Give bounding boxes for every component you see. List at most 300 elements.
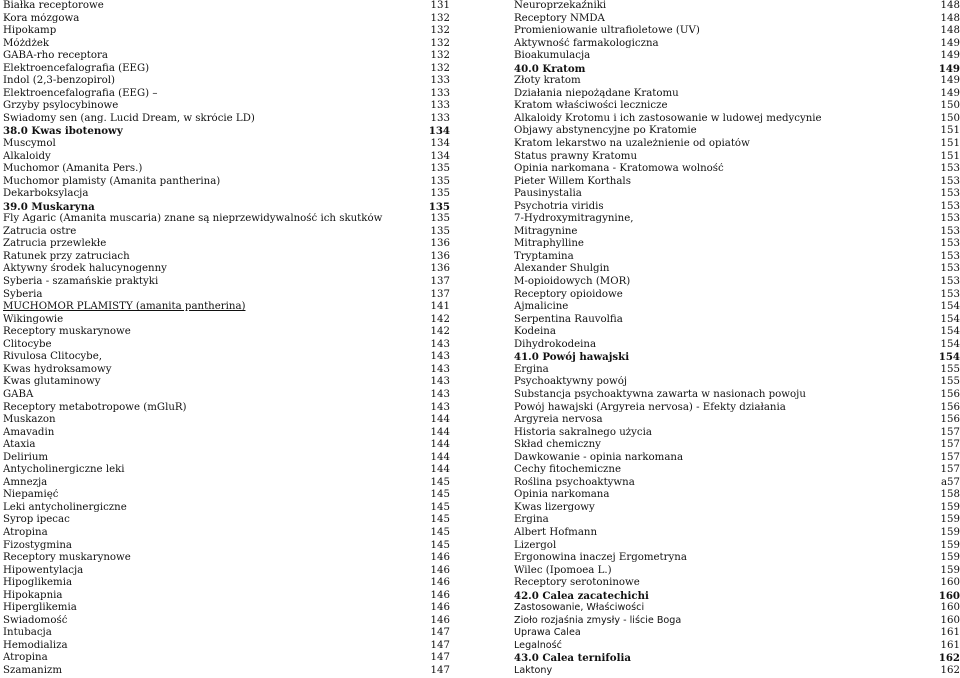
toc-entry[interactable]: [514, 88, 960, 101]
toc-entry-title: Atropina: [3, 652, 48, 664]
toc-entry-page: 153: [940, 175, 960, 187]
toc-entry[interactable]: [514, 464, 960, 477]
toc-entry[interactable]: [514, 552, 960, 565]
toc-entry[interactable]: [514, 339, 960, 352]
toc-entry[interactable]: [3, 502, 450, 515]
toc-entry-page: 148: [940, 12, 960, 24]
toc-entry[interactable]: [514, 590, 960, 603]
toc-entry-page: 134: [428, 125, 450, 138]
toc-entry-title: Dekarboksylacja: [3, 188, 89, 200]
toc-entry[interactable]: [514, 615, 960, 628]
toc-entry[interactable]: [3, 439, 450, 452]
toc-entry-page: 133: [430, 87, 450, 99]
toc-entry[interactable]: [3, 640, 450, 653]
toc-entry-page: 149: [940, 37, 960, 49]
toc-entry[interactable]: [514, 151, 960, 164]
toc-entry-title: Dihydrokodeina: [514, 338, 597, 350]
toc-entry-title: Syberia - szamańskie praktyki: [3, 276, 159, 288]
toc-entry-title: Świadomy sen (ang. Lucid Dream, w skrócie LD): [3, 112, 255, 124]
toc-entry[interactable]: [3, 38, 450, 51]
toc-left-column: [3, 0, 450, 678]
toc-entry-page: 156: [940, 401, 960, 413]
toc-entry-page: 144: [430, 414, 450, 426]
toc-entry-page: 144: [430, 426, 450, 438]
toc-entry-title: Atropina: [3, 526, 48, 538]
toc-entry-title: Substancja psychoaktywna zawarta w nasionach powoju: [514, 388, 806, 400]
toc-entry-title: Świadomość: [3, 614, 68, 626]
toc-entry-page: 154: [938, 351, 960, 364]
toc-entry[interactable]: [514, 402, 960, 415]
toc-entry-title: Promieniowanie ultrafioletowe (UV): [514, 25, 700, 37]
toc-entry-page: 145: [430, 489, 450, 501]
toc-entry-title: Dawkowanie - opinia narkomana: [514, 451, 684, 463]
toc-entry[interactable]: [3, 577, 450, 590]
toc-entry-page: 132: [430, 25, 450, 37]
toc-entry-title: Argyreia nervosa: [514, 414, 603, 426]
toc-entry[interactable]: [514, 489, 960, 502]
toc-entry[interactable]: [3, 188, 450, 201]
toc-entry-page: 147: [430, 627, 450, 639]
toc-entry-page: 143: [430, 376, 450, 388]
toc-entry-page: 143: [430, 351, 450, 363]
toc-entry-title: Kwas hydroksamowy: [3, 363, 112, 375]
toc-entry-page: 134: [430, 138, 450, 150]
toc-entry-title: Szamanizm: [3, 664, 63, 676]
toc-entry-title: 42.0 Calea zacatechichi: [514, 589, 649, 602]
toc-entry-page: 148: [940, 0, 960, 11]
toc-entry[interactable]: [514, 527, 960, 540]
toc-entry[interactable]: [514, 326, 960, 339]
toc-entry[interactable]: [3, 452, 450, 465]
toc-entry-title: Pieter Willem Korthals: [514, 175, 631, 187]
toc-entry-page: 133: [430, 75, 450, 87]
toc-entry[interactable]: [514, 514, 960, 527]
toc-entry-page: 162: [940, 664, 960, 676]
toc-entry-page: 154: [940, 338, 960, 350]
toc-entry-page: a57: [940, 476, 960, 488]
toc-entry[interactable]: [514, 540, 960, 553]
toc-entry-title: Wilec (Ipomoea L.): [514, 564, 612, 576]
toc-entry-page: 146: [430, 577, 450, 589]
toc-entry-title: Elektroencefalografia (EEG) –: [3, 87, 158, 99]
toc-entry-title: M-opioidowych (MOR): [514, 276, 631, 288]
toc-entry[interactable]: [514, 100, 960, 113]
toc-entry-title: Cechy fitochemiczne: [514, 464, 621, 476]
toc-entry-title: Fly Agaric (Amanita muscaria) znane są nieprzewidywalność ich skutków: [3, 213, 383, 225]
toc-entry-title: Powój hawajski (Argyreia nervosa) - Efekty działania: [514, 401, 786, 413]
toc-entry-title: Grzyby psylocybinowe: [3, 100, 119, 112]
toc-entry[interactable]: [514, 276, 960, 289]
toc-entry-title: Bioakumulacja: [514, 50, 591, 62]
toc-entry-title: Tryptamina: [514, 250, 574, 262]
toc-entry-title: Antycholinergiczne leki: [3, 464, 125, 476]
toc-entry-title: Roślina psychoaktywna: [514, 476, 635, 488]
toc-entry-title: Zatrucia przewlekłe: [3, 238, 107, 250]
toc-entry-page: 162: [938, 652, 960, 665]
toc-entry-title: Fizostygmina: [3, 539, 72, 551]
toc-entry-title: Amnezja: [3, 476, 48, 488]
toc-entry[interactable]: [3, 376, 450, 389]
toc-entry-title: 40.0 Kratom: [514, 62, 586, 75]
toc-entry-title: 38.0 Kwas ibotenowy: [3, 125, 123, 138]
toc-entry-title: Ergina: [514, 363, 549, 375]
toc-entry-title: Mitraphylline: [514, 238, 584, 250]
toc-entry-title: Delirium: [3, 451, 49, 463]
toc-entry[interactable]: [514, 251, 960, 264]
toc-entry-page: 145: [430, 526, 450, 538]
toc-entry[interactable]: [3, 226, 450, 239]
toc-entry[interactable]: [3, 326, 450, 339]
toc-entry[interactable]: [514, 502, 960, 515]
toc-entry-title: Amavadin: [3, 426, 55, 438]
toc-entry[interactable]: [3, 665, 450, 678]
toc-entry[interactable]: [3, 364, 450, 377]
toc-entry-page: 151: [940, 150, 960, 162]
toc-entry[interactable]: [3, 25, 450, 38]
toc-entry[interactable]: [3, 389, 450, 402]
toc-entry-title: Alkaloidy: [3, 150, 51, 162]
toc-entry-page: 133: [430, 100, 450, 112]
toc-entry-title: Białka receptorowe: [3, 0, 104, 11]
toc-entry[interactable]: [514, 125, 960, 138]
toc-entry[interactable]: [3, 251, 450, 264]
toc-entry-title: 7-Hydroxymitragynine,: [514, 213, 634, 225]
toc-entry-page: 159: [940, 526, 960, 538]
toc-entry-title: Serpentina Rauvolfia: [514, 313, 623, 325]
toc-entry-title: Leki antycholinergiczne: [3, 501, 127, 513]
toc-entry-title: 39.0 Muskaryna: [3, 200, 95, 213]
toc-entry[interactable]: [514, 289, 960, 302]
toc-entry-page: 147: [430, 664, 450, 676]
toc-entry-page: 160: [940, 602, 960, 614]
toc-entry[interactable]: [514, 176, 960, 189]
toc-entry[interactable]: [3, 88, 450, 101]
toc-entry-page: 160: [938, 589, 960, 602]
toc-entry-page: 148: [940, 25, 960, 37]
toc-entry[interactable]: [514, 113, 960, 126]
toc-entry-title: 43.0 Calea ternifolia: [514, 652, 631, 665]
toc-entry-title: Pausinystalia: [514, 188, 582, 200]
toc-entry[interactable]: [3, 113, 450, 126]
toc-entry[interactable]: [3, 615, 450, 628]
toc-entry-page: 161: [940, 627, 960, 639]
toc-entry[interactable]: [514, 25, 960, 38]
toc-entry[interactable]: [3, 163, 450, 176]
toc-entry-page: 159: [940, 552, 960, 564]
toc-entry-title: Ajmalicine: [514, 301, 569, 313]
toc-entry[interactable]: [3, 402, 450, 415]
toc-entry[interactable]: [514, 314, 960, 327]
toc-entry[interactable]: [3, 414, 450, 427]
toc-entry-page: 153: [940, 213, 960, 225]
toc-entry-page: 153: [940, 250, 960, 262]
toc-entry-page: 145: [430, 501, 450, 513]
toc-entry-title: Muchomor plamisty (Amanita pantherina): [3, 175, 221, 187]
toc-entry-title: Receptory muskarynowe: [3, 326, 131, 338]
toc-entry-title: Złoty kratom: [514, 75, 581, 87]
toc-entry-page: 146: [430, 602, 450, 614]
toc-entry[interactable]: [3, 301, 450, 314]
toc-entry[interactable]: [514, 226, 960, 239]
toc-entry[interactable]: [514, 427, 960, 440]
toc-entry[interactable]: [514, 13, 960, 26]
toc-entry[interactable]: [514, 238, 960, 251]
toc-entry[interactable]: [514, 602, 960, 615]
toc-entry-title: Lizergol: [514, 539, 557, 551]
toc-entry[interactable]: [514, 0, 960, 13]
toc-right-column: [514, 0, 960, 678]
toc-entry[interactable]: [3, 540, 450, 553]
toc-entry-page: 157: [940, 426, 960, 438]
toc-entry[interactable]: [514, 652, 960, 665]
toc-entry[interactable]: [514, 301, 960, 314]
toc-entry-title: Intubacja: [3, 627, 52, 639]
toc-entry-page: 135: [430, 188, 450, 200]
toc-entry[interactable]: [3, 427, 450, 440]
toc-entry[interactable]: [514, 640, 960, 653]
toc-entry[interactable]: [3, 489, 450, 502]
toc-entry[interactable]: [3, 13, 450, 26]
toc-entry-page: 158: [940, 489, 960, 501]
toc-entry-page: 155: [940, 376, 960, 388]
toc-entry-page: 151: [940, 138, 960, 150]
toc-entry-page: 145: [430, 514, 450, 526]
toc-entry-title: GABA-rho receptora: [3, 50, 108, 62]
toc-entry[interactable]: [3, 138, 450, 151]
toc-entry-page: 135: [430, 175, 450, 187]
toc-entry[interactable]: [3, 238, 450, 251]
toc-entry-title: Działania niepożądane Kratomu: [514, 87, 679, 99]
toc-entry[interactable]: [514, 364, 960, 377]
toc-entry[interactable]: [514, 565, 960, 578]
toc-entry-title: Receptory NMDA: [514, 12, 605, 24]
toc-entry-page: 136: [430, 263, 450, 275]
toc-entry-page: 149: [938, 62, 960, 75]
toc-entry-title: MUCHOMOR PLAMISTY (amanita pantherina): [3, 301, 246, 313]
toc-entry-title: Mitragynine: [514, 225, 578, 237]
toc-entry-title: Receptory serotoninowe: [514, 577, 640, 589]
toc-entry[interactable]: [3, 276, 450, 289]
toc-entry[interactable]: [514, 414, 960, 427]
toc-entry-title: Historia sakralnego użycia: [514, 426, 652, 438]
toc-entry[interactable]: [3, 75, 450, 88]
toc-entry-page: 146: [430, 564, 450, 576]
toc-entry[interactable]: [514, 63, 960, 76]
toc-entry-title: Laktony: [514, 664, 553, 676]
toc-entry[interactable]: [3, 602, 450, 615]
toc-entry-page: 160: [940, 577, 960, 589]
toc-entry-title: Ataxia: [3, 439, 36, 451]
toc-entry-title: Alexander Shulgin: [514, 263, 610, 275]
toc-entry[interactable]: [514, 138, 960, 151]
toc-entry-page: 156: [940, 388, 960, 400]
toc-entry-title: Hipokapnia: [3, 589, 63, 601]
toc-entry[interactable]: [514, 627, 960, 640]
toc-entry[interactable]: [514, 439, 960, 452]
toc-entry-title: Opinia narkomana: [514, 489, 610, 501]
toc-entry-title: Zioło rozjaśnia zmysły - liście Boga: [514, 614, 682, 626]
toc-entry[interactable]: [3, 213, 450, 226]
toc-entry[interactable]: [3, 464, 450, 477]
toc-entry[interactable]: [514, 263, 960, 276]
toc-entry[interactable]: [514, 351, 960, 364]
toc-entry[interactable]: [3, 100, 450, 113]
toc-entry-page: 160: [940, 614, 960, 626]
toc-entry-title: Elektroencefalografia (EEG): [3, 62, 150, 74]
toc-entry[interactable]: [3, 314, 450, 327]
toc-entry-title: Aktywność farmakologiczna: [514, 37, 659, 49]
toc-entry-title: Muskazon: [3, 414, 56, 426]
toc-entry[interactable]: [3, 477, 450, 490]
toc-entry-title: Ergonowina inaczej Ergometryna: [514, 552, 687, 564]
toc-entry-page: 143: [430, 338, 450, 350]
toc-entry-page: 146: [430, 589, 450, 601]
toc-entry-page: 131: [430, 0, 450, 11]
toc-entry[interactable]: [3, 590, 450, 603]
toc-entry-page: 132: [430, 12, 450, 24]
toc-entry-page: 149: [940, 87, 960, 99]
toc-entry[interactable]: [3, 351, 450, 364]
toc-entry-page: 153: [940, 276, 960, 288]
toc-entry-page: 135: [430, 163, 450, 175]
toc-entry-title: Psychoaktywny powój: [514, 376, 628, 388]
toc-entry-page: 144: [430, 451, 450, 463]
toc-entry[interactable]: [514, 452, 960, 465]
toc-entry-page: 151: [940, 125, 960, 137]
toc-entry-page: 154: [940, 313, 960, 325]
toc-entry[interactable]: [3, 565, 450, 578]
toc-entry[interactable]: [3, 176, 450, 189]
toc-entry-page: 150: [940, 112, 960, 124]
toc-entry-title: Syberia: [3, 288, 43, 300]
toc-entry-page: 135: [428, 200, 450, 213]
toc-entry-title: Kratom lekarstwo na uzależnienie od opiatów: [514, 138, 750, 150]
toc-entry-page: 159: [940, 564, 960, 576]
toc-entry-page: 146: [430, 552, 450, 564]
toc-entry-title: Status prawny Kratomu: [514, 150, 638, 162]
toc-entry[interactable]: [514, 188, 960, 201]
toc-entry-page: 134: [430, 150, 450, 162]
toc-entry-page: 159: [940, 501, 960, 513]
toc-entry-title: Neuroprzekaźniki: [514, 0, 607, 11]
toc-entry-page: 153: [940, 163, 960, 175]
toc-entry-title: Zatrucia ostre: [3, 225, 77, 237]
toc-entry[interactable]: [514, 75, 960, 88]
toc-entry-title: Kwas lizergowy: [514, 501, 595, 513]
toc-entry[interactable]: [3, 0, 450, 13]
toc-entry-title: Hiperglikemia: [3, 602, 77, 614]
toc-entry[interactable]: [514, 38, 960, 51]
toc-entry-page: 153: [940, 263, 960, 275]
toc-entry[interactable]: [514, 376, 960, 389]
toc-entry-page: 157: [940, 451, 960, 463]
toc-entry-page: 153: [940, 288, 960, 300]
toc-entry-title: Kora mózgowa: [3, 12, 80, 24]
toc-entry-page: 153: [940, 238, 960, 250]
toc-entry-title: Syrop ipecac: [3, 514, 70, 526]
toc-entry[interactable]: [514, 50, 960, 63]
toc-entry-title: Aktywny środek halucynogenny: [3, 263, 167, 275]
toc-entry-title: Kwas glutaminowy: [3, 376, 101, 388]
toc-entry-page: 159: [940, 539, 960, 551]
toc-entry[interactable]: [514, 163, 960, 176]
toc-entry-title: Hipokamp: [3, 25, 57, 37]
toc-entry-title: Indol (2,3-benzopirol): [3, 75, 115, 87]
toc-entry[interactable]: [3, 125, 450, 138]
toc-entry[interactable]: [514, 201, 960, 214]
toc-entry[interactable]: [3, 552, 450, 565]
toc-entry-title: Receptory metabotropowe (mGluR): [3, 401, 187, 413]
toc-entry-title: Rivulosa Clitocybe,: [3, 351, 102, 363]
toc-entry-title: Muscymol: [3, 138, 56, 150]
toc-entry-page: 133: [430, 112, 450, 124]
toc-entry-page: 153: [940, 200, 960, 212]
toc-entry-title: Legalność: [514, 639, 562, 651]
toc-entry[interactable]: [3, 514, 450, 527]
toc-entry-title: Psychotria viridis: [514, 200, 604, 212]
toc-entry[interactable]: [3, 527, 450, 540]
toc-entry-title: Ratunek przy zatruciach: [3, 250, 130, 262]
toc-entry-page: 135: [430, 225, 450, 237]
toc-entry-page: 154: [940, 301, 960, 313]
toc-entry-page: 144: [430, 439, 450, 451]
toc-entry-page: 141: [430, 301, 450, 313]
toc-entry[interactable]: [3, 652, 450, 665]
toc-entry[interactable]: [514, 213, 960, 226]
toc-entry-page: 153: [940, 225, 960, 237]
toc-entry-title: Kratom właściwości lecznicze: [514, 100, 668, 112]
toc-entry-page: 147: [430, 652, 450, 664]
toc-entry[interactable]: [514, 477, 960, 490]
toc-entry[interactable]: [3, 627, 450, 640]
toc-entry[interactable]: [514, 665, 960, 678]
toc-entry-page: 143: [430, 401, 450, 413]
toc-entry-page: 154: [940, 326, 960, 338]
toc-entry[interactable]: [3, 263, 450, 276]
toc-entry-title: Opinia narkomana - Kratomowa wolność: [514, 163, 724, 175]
toc-entry-page: 157: [940, 464, 960, 476]
toc-entry-page: 155: [940, 363, 960, 375]
toc-entry-page: 145: [430, 539, 450, 551]
toc-entry-title: Muchomor (Amanita Pers.): [3, 163, 143, 175]
toc-entry-page: 149: [940, 75, 960, 87]
toc-entry-title: Albert Hofmann: [514, 526, 598, 538]
toc-entry-page: 149: [940, 50, 960, 62]
toc-entry-title: Uprawa Calea: [514, 627, 581, 639]
toc-entry[interactable]: [3, 339, 450, 352]
toc-entry[interactable]: [514, 389, 960, 402]
toc-entry-title: Hipoglikemia: [3, 577, 73, 589]
toc-entry[interactable]: [3, 63, 450, 76]
toc-entry-page: 147: [430, 639, 450, 651]
toc-entry-page: 144: [430, 464, 450, 476]
toc-entry-title: Receptory muskarynowe: [3, 552, 131, 564]
toc-entry-page: 153: [940, 188, 960, 200]
toc-entry[interactable]: [514, 577, 960, 590]
toc-entry[interactable]: [3, 201, 450, 214]
toc-entry-title: GABA: [3, 388, 34, 400]
toc-entry-title: Clitocybe: [3, 338, 52, 350]
toc-entry[interactable]: [3, 289, 450, 302]
toc-entry[interactable]: [3, 151, 450, 164]
toc-entry-title: Skład chemiczny: [514, 439, 601, 451]
toc-entry-title: Wikingowie: [3, 313, 64, 325]
toc-entry[interactable]: [3, 50, 450, 63]
toc-entry-title: Receptory opioidowe: [514, 288, 623, 300]
toc-entry-page: 157: [940, 439, 960, 451]
toc-entry-page: 137: [430, 276, 450, 288]
toc-entry-page: 136: [430, 238, 450, 250]
